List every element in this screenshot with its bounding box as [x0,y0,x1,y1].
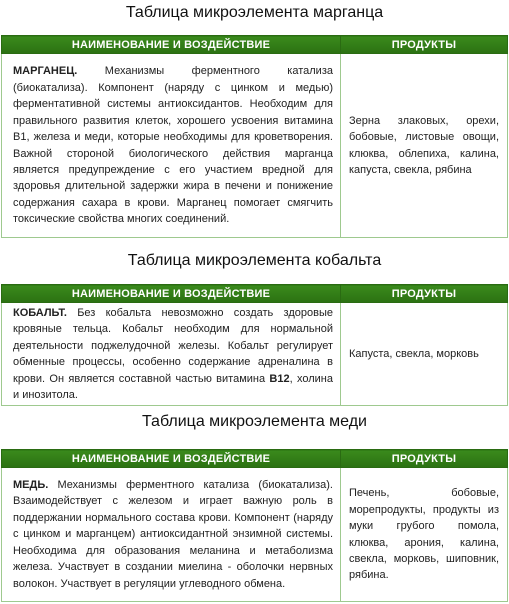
header-name-effect: НАИМЕНОВАНИЕ И ВОЗДЕЙСТВИЕ [2,450,341,468]
products-cell: Печень, бобовые, морепродукты, продукты из муки грубого помола, клюква, арония, калина, свекла, морковь, шиповник, рябина. [341,468,508,602]
manganese-section [0,0,509,238]
element-description: Механизмы ферментного катализа (биокатализа). Компонент (наряду с цинком и медью) ферментативной системы антиоксидантов. Необходим для правильного развития клеток, хорошего усвоения витамина В1, железа и меди, которые необходимы для кроветворения. Важной стороной биологического действия марганца является предупреждение с его участием вредной для здоровья длительной задержки жира в печени и понижение содержания сахара в крови. Марганец помогает смягчить токсические свойства многих соединений. [13,65,333,226]
cobalt-table [1,284,508,406]
header-products: ПРОДУКТЫ [341,285,508,303]
element-name: КОБАЛЬТ. [13,307,67,319]
description-cell [2,303,341,406]
table-row [2,54,508,238]
description-cell [2,54,341,238]
table-row [2,468,508,602]
element-name: МЕДЬ. [13,479,49,492]
table-header-row [2,285,508,303]
vitamin-name: B12 [269,372,290,385]
header-name-effect: НАИМЕНОВАНИЕ И ВОЗДЕЙСТВИЕ [2,36,341,54]
products-cell: Капуста, свекла, морковь [341,303,508,406]
description-cell [2,468,341,602]
element-description: Без кобальта невозможно создать здоровые кровяные тельца. Кобальт необходим для нормальной деятельности поджелудочной железы. Кобальт регулирует обменные процессы, особенно содержание адреналина в крови. Он является составной частью витамина [13,307,333,385]
header-products: ПРОДУКТЫ [341,36,508,54]
copper-table [1,449,508,602]
header-name-effect: НАИМЕНОВАНИЕ И ВОЗДЕЙСТВИЕ [2,285,341,303]
manganese-table [1,35,508,238]
table-header-row [2,450,508,468]
section-title: Таблица микроэлемента марганца [125,4,384,21]
copper-section [0,409,509,602]
element-description: Механизмы ферментного катализа (биокатализа). Взаимодействует с железом и играет важную роль в поддержании нормального состава крови. Компонент (наряду с цинком и марганцем) антиоксидантной энзимной системы. Необходима для образования меланина и метаболизма железа. Участвует в создании миелина - оболочки нервных волокон. Участвует в регуляции углеводного обмена. [13,479,333,590]
header-products: ПРОДУКТЫ [341,450,508,468]
products-cell: Зерна злаковых, орехи, бобовые, листовые овощи, клюква, облепиха, калина, капуста, свекла, рябина [341,54,508,238]
element-name: МАРГАНЕЦ. [13,65,78,78]
section-title: Таблица микроэлемента меди [141,413,367,430]
table-header-row [2,36,508,54]
table-row [2,303,508,406]
cobalt-section [0,248,509,406]
section-title: Таблица микроэлемента кобальта [127,252,382,269]
element-description-end: , холина и инозитола. [13,372,333,402]
